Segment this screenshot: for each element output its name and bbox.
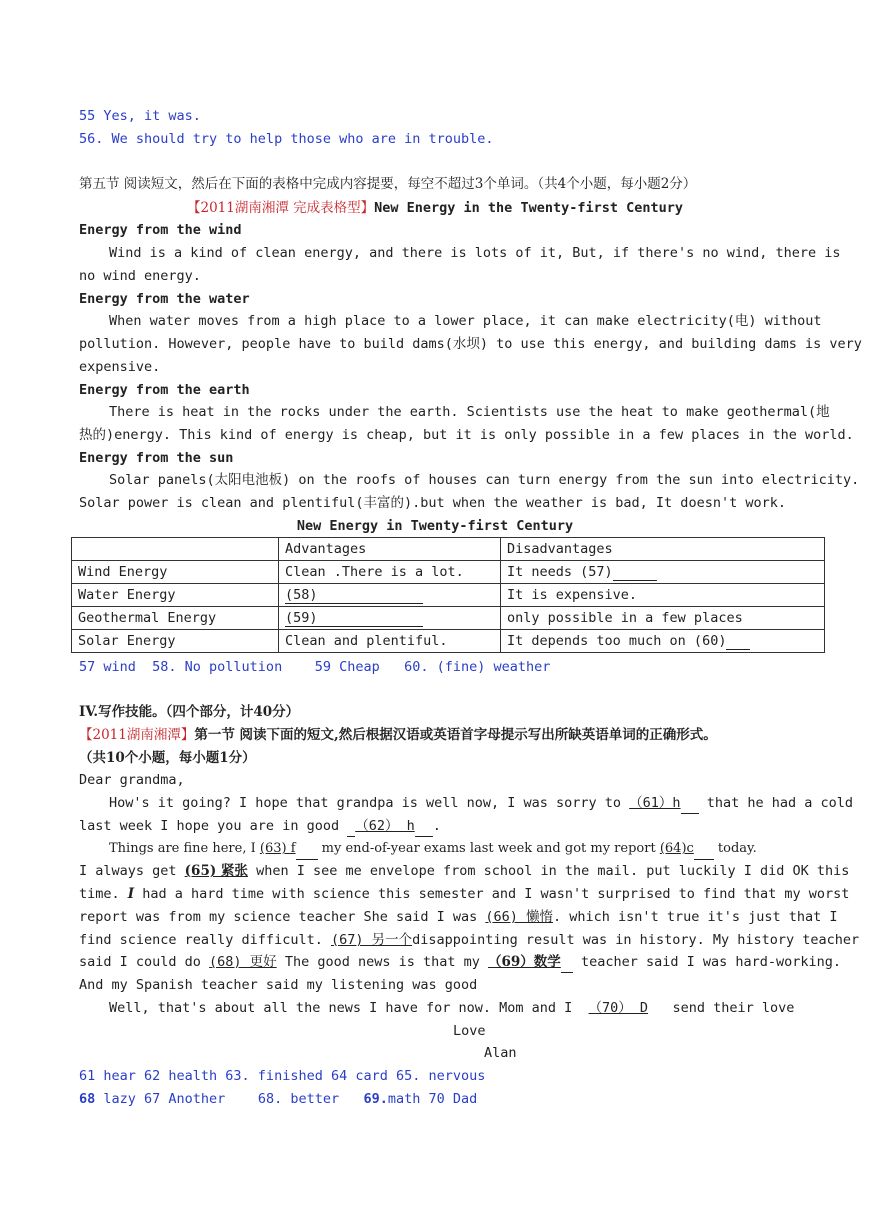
paragraph-earth-line-1: There is heat in the rocks under the earth. Scientists use the heat to make geothermal(地 (109, 404, 830, 420)
table-cell: Wind Energy (72, 561, 279, 584)
paragraph-sun-line-2: Solar power is clean and plentiful(丰富的).but when the weather is bad, It doesn't work. (79, 495, 786, 511)
energy-table (71, 537, 825, 653)
letter-text: today. (713, 841, 757, 856)
letter-closing: Love (453, 1023, 486, 1039)
paragraph-sun-line-1: Solar panels(太阳电池板) on the roofs of houses can turn energy from the sun into electricity. (109, 472, 860, 488)
blank-line-64 (694, 839, 714, 860)
table-header-cell: Advantages (279, 538, 501, 561)
letter-line-1 (79, 793, 853, 814)
answer-55: 55 Yes, it was. (79, 108, 201, 124)
blank-line-62 (415, 816, 433, 837)
letter-line-5 (79, 884, 850, 904)
section4-instruction: 第一节 阅读下面的短文,然后根据汉语或英语首字母提示写出所缺英语单词的正确形式。 (194, 727, 717, 743)
table-header-cell: Disadvantages (501, 538, 825, 561)
paragraph-heading-wind: Energy from the wind (79, 222, 242, 238)
table-cell: only possible in a few places (501, 607, 825, 630)
paragraph-water-line-3: expensive. (79, 359, 161, 375)
blank-70: （70） D (588, 1000, 649, 1016)
paragraph-heading-water: Energy from the water (79, 291, 250, 307)
table-cell (501, 561, 825, 584)
paragraph-heading-sun: Energy from the sun (79, 450, 234, 466)
blank-line-57 (613, 564, 657, 581)
letter-text: had a hard time with science this semester and I wasn't surprised to find that my worst (134, 886, 850, 902)
letter-text: find science really difficult. (79, 932, 331, 948)
table-row (72, 584, 825, 607)
table-cell (279, 607, 501, 630)
answers-61-65: 61 hear 62 health 63. finished 64 card 65. nervous (79, 1068, 486, 1084)
letter-line-2 (79, 816, 791, 837)
section4-heading: IV.写作技能。（四个部分，计40分） (79, 704, 300, 720)
answers-66-70 (79, 1089, 791, 1109)
table-cell: Geothermal Energy (72, 607, 279, 630)
table-cell: Clean .There is a lot. (279, 561, 501, 584)
blank-line-69 (561, 952, 573, 973)
letter-text: said I could do (79, 954, 210, 970)
blank-59: (59) (285, 610, 423, 627)
blank-66: (66) 懒惰 (485, 909, 554, 925)
letter-text: when I see me envelope from school in the mail. put luckily I did OK this (247, 863, 850, 879)
letter-line-3 (79, 839, 791, 860)
blank-69: （69）数学 (488, 954, 561, 970)
letter-text: . which isn't true it's just that I (553, 909, 838, 925)
section4-instruction-line (79, 725, 791, 745)
table-cell: It is expensive. (501, 584, 825, 607)
letter-text: report was from my science teacher She said I was (79, 909, 486, 925)
table-cell (501, 630, 825, 653)
letter-text: that he had a cold (698, 795, 853, 811)
letter-text: Things are fine here, I (109, 841, 260, 856)
table-cell (279, 584, 501, 607)
table-header-row (72, 538, 825, 561)
table-title: New Energy in Twenty-first Century (296, 518, 574, 534)
paragraph-wind-line-1: Wind is a kind of clean energy, and there is lots of it, But, if there's no wind, there is (109, 245, 841, 261)
answer-text: math 70 Dad (387, 1091, 478, 1107)
paragraph-water-line-1: When water moves from a high place to a lower place, it can make electricity(电) without (109, 313, 822, 329)
letter-line-6 (79, 907, 838, 927)
answer-text: lazy 67 Another 68. better (95, 1091, 364, 1107)
paragraph-wind-line-2: no wind energy. (79, 268, 201, 284)
section5-source-tag: 【2011湖南湘潭 完成表格型】 (186, 200, 375, 216)
answer-number: 68 (79, 1091, 96, 1107)
answers-57-60: 57 wind 58. No pollution 59 Cheap 60. (fine) weather (79, 659, 551, 675)
blank-67: (67) 另一个 (330, 932, 413, 948)
section5-title-line (79, 198, 791, 218)
table-header-cell (72, 538, 279, 561)
table-row (72, 630, 825, 653)
letter-text: teacher said I was hard-working. (572, 954, 842, 970)
letter-signature: Alan (484, 1045, 517, 1061)
blank-62: （62） h (355, 818, 415, 834)
letter-text: my end-of-year exams last week and got my report (317, 841, 660, 856)
table-row (72, 607, 825, 630)
blank-line-60 (726, 633, 750, 650)
blank-68: (68) 更好 (209, 954, 277, 970)
section5-instruction: 第五节 阅读短文，然后在下面的表格中完成内容提要，每空不超过3个单词。（共4个小题，每小题2分） (79, 176, 697, 192)
letter-salutation: Dear grandma, (79, 772, 185, 788)
letter-text: How's it going? I hope that grandpa is well now, I was sorry to (109, 795, 630, 811)
letter-line-4 (79, 861, 850, 881)
blank-61: （61）h (629, 795, 681, 811)
paragraph-water-line-2: pollution. However, people have to build dams(水坝) to use this energy, and building dams is very (79, 336, 862, 352)
letter-text: I always get (79, 863, 185, 879)
letter-line-10 (79, 998, 795, 1018)
blank-58: (58) (285, 587, 423, 604)
paragraph-heading-earth: Energy from the earth (79, 382, 250, 398)
letter-text: The good news is that my (276, 954, 489, 970)
blank-line-61 (681, 793, 699, 814)
letter-text: disappointing result was in history. My history teacher (412, 932, 860, 948)
answer-56: 56. We should try to help those who are in trouble. (79, 131, 494, 147)
letter-line-9: And my Spanish teacher said my listening was good (79, 977, 478, 993)
letter-text: last week I hope you are in good (79, 818, 348, 834)
letter-text: time. (79, 886, 128, 902)
section4-source-tag: 【2011湖南湘潭】 (79, 727, 195, 743)
blank-57: It needs (57) (507, 563, 613, 580)
section4-instruction-2: （共10个小题，每小题1分） (79, 750, 256, 766)
letter-line-8 (79, 952, 842, 973)
table-row (72, 561, 825, 584)
letter-text: Well, that's about all the news I have for now. Mom and I (109, 1000, 589, 1016)
blank-65: (65) 紧张 (184, 863, 248, 879)
letter-text: I (127, 886, 135, 902)
answer-number: 69. (363, 1091, 388, 1107)
blank-line-63 (296, 839, 318, 860)
table-cell: Clean and plentiful. (279, 630, 501, 653)
section5-title: New Energy in the Twenty-first Century (374, 200, 683, 216)
paragraph-earth-line-2: 热的)energy. This kind of energy is cheap, but it is only possible in a few places in the world. (79, 427, 854, 443)
letter-text: send their love (648, 1000, 795, 1016)
blank-60: It depends too much on (60) (507, 632, 727, 649)
blank-63: (63) f (259, 841, 296, 856)
table-cell: Solar Energy (72, 630, 279, 653)
letter-line-7 (79, 930, 860, 950)
letter-text: . (432, 818, 441, 834)
blank-64: (64)c (659, 841, 694, 856)
table-cell: Water Energy (72, 584, 279, 607)
